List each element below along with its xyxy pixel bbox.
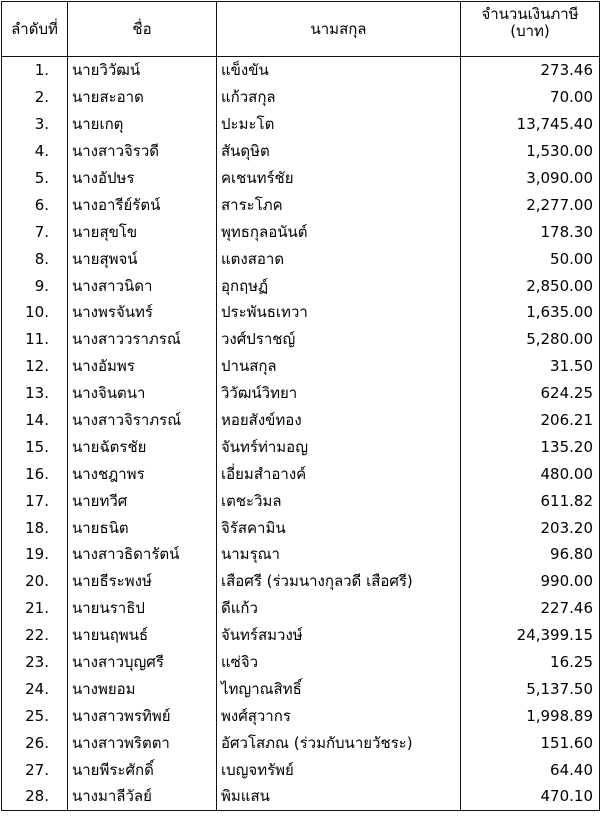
row-name: นางอัปษร: [68, 165, 217, 192]
table-row: [2, 380, 600, 407]
table-row: [2, 460, 600, 487]
row-index: 21.: [2, 595, 68, 622]
row-surname: เสือศรี (ร่วมนางกุลวดี เสือศรี): [217, 568, 461, 595]
table-row: [2, 568, 600, 595]
table-body: [2, 57, 600, 811]
table-row: [2, 675, 600, 702]
header-index: ลำดับที่: [2, 2, 68, 57]
row-index: 10.: [2, 299, 68, 326]
row-amount: 31.50: [461, 353, 600, 380]
row-name: นางพยอม: [68, 675, 217, 702]
row-amount: 13,745.40: [461, 111, 600, 138]
row-amount: 3,090.00: [461, 165, 600, 192]
row-amount: 2,277.00: [461, 191, 600, 218]
row-surname: ไทญาณสิทธิ์: [217, 675, 461, 702]
table-row: [2, 353, 600, 380]
header-surname: นามสกุล: [217, 2, 461, 57]
row-amount: 16.25: [461, 649, 600, 676]
row-amount: 50.00: [461, 245, 600, 272]
table-row: [2, 138, 600, 165]
table-row: [2, 57, 600, 84]
row-name: นางพรจันทร์: [68, 299, 217, 326]
header-amount-line2: (บาท): [510, 22, 550, 40]
table-row: [2, 326, 600, 353]
row-name: นางสาวบุญศรี: [68, 649, 217, 676]
row-surname: จันทร์ท่ามอญ: [217, 433, 461, 460]
row-name: นายธีระพงษ์: [68, 568, 217, 595]
table-row: [2, 433, 600, 460]
row-name: นายฉัตรชัย: [68, 433, 217, 460]
row-surname: พุทธกุลอนันต์: [217, 218, 461, 245]
row-index: 6.: [2, 191, 68, 218]
row-index: 16.: [2, 460, 68, 487]
table-row: [2, 245, 600, 272]
header-row: [2, 2, 600, 57]
row-index: 17.: [2, 487, 68, 514]
row-amount: 206.21: [461, 407, 600, 434]
row-surname: ปานสกุล: [217, 353, 461, 380]
row-surname: เอี่ยมสำอางค์: [217, 460, 461, 487]
row-amount: 96.80: [461, 541, 600, 568]
row-surname: ประพันธเทวา: [217, 299, 461, 326]
row-amount: 5,137.50: [461, 675, 600, 702]
row-surname: พงศ์สุวากร: [217, 702, 461, 729]
row-amount: 273.46: [461, 57, 600, 84]
row-surname: จันทร์สมวงษ์: [217, 622, 461, 649]
row-surname: พิมแสน: [217, 783, 461, 810]
row-surname: อัศวโสภณ (ร่วมกับนายวัชระ): [217, 729, 461, 756]
row-index: 22.: [2, 622, 68, 649]
row-name: นายนราธิป: [68, 595, 217, 622]
taxpayer-table: [1, 1, 600, 811]
header-name: ชื่อ: [68, 2, 217, 57]
row-name: นางสาวพริตตา: [68, 729, 217, 756]
row-name: นายทวีศ: [68, 487, 217, 514]
row-amount: 64.40: [461, 756, 600, 783]
row-surname: คเชนทร์ชัย: [217, 165, 461, 192]
row-amount: 480.00: [461, 460, 600, 487]
table-header: [2, 2, 600, 57]
row-amount: 1,635.00: [461, 299, 600, 326]
table-row: [2, 541, 600, 568]
row-name: นางสาวนิดา: [68, 272, 217, 299]
row-index: 26.: [2, 729, 68, 756]
row-surname: อุกฤษฏ์: [217, 272, 461, 299]
table-row: [2, 165, 600, 192]
row-amount: 624.25: [461, 380, 600, 407]
row-name: นางจินตนา: [68, 380, 217, 407]
row-index: 25.: [2, 702, 68, 729]
row-amount: 1,530.00: [461, 138, 600, 165]
row-amount: 227.46: [461, 595, 600, 622]
row-index: 18.: [2, 514, 68, 541]
table-row: [2, 218, 600, 245]
row-name: นางสาวพรทิพย์: [68, 702, 217, 729]
table-row: [2, 649, 600, 676]
row-name: นายธนิต: [68, 514, 217, 541]
row-index: 19.: [2, 541, 68, 568]
row-surname: เบญจทรัพย์: [217, 756, 461, 783]
row-amount: 990.00: [461, 568, 600, 595]
row-name: นายสุพจน์: [68, 245, 217, 272]
table-row: [2, 514, 600, 541]
row-surname: สันดุษิต: [217, 138, 461, 165]
row-name: นางชฎาพร: [68, 460, 217, 487]
row-index: 4.: [2, 138, 68, 165]
header-amount: [461, 2, 600, 57]
row-surname: แตงสอาด: [217, 245, 461, 272]
row-name: นางอัมพร: [68, 353, 217, 380]
row-surname: จิรัสคามิน: [217, 514, 461, 541]
header-amount-line1: จำนวนเงินภาษี: [481, 5, 579, 23]
row-name: นายสุขโข: [68, 218, 217, 245]
row-index: 9.: [2, 272, 68, 299]
table-row: [2, 111, 600, 138]
row-amount: 70.00: [461, 84, 600, 111]
row-amount: 611.82: [461, 487, 600, 514]
row-index: 1.: [2, 57, 68, 84]
row-amount: 24,399.15: [461, 622, 600, 649]
row-index: 2.: [2, 84, 68, 111]
table-row: [2, 487, 600, 514]
table-row: [2, 407, 600, 434]
row-index: 11.: [2, 326, 68, 353]
row-name: นายนฤพนธ์: [68, 622, 217, 649]
row-surname: ดีแก้ว: [217, 595, 461, 622]
row-name: นางอารีย์รัตน์: [68, 191, 217, 218]
row-amount: 151.60: [461, 729, 600, 756]
row-name: นางมาลีวัลย์: [68, 783, 217, 810]
row-index: 24.: [2, 675, 68, 702]
row-name: นายเกตุ: [68, 111, 217, 138]
row-name: นางสาวจิราภรณ์: [68, 407, 217, 434]
row-name: นางสาวธิดารัตน์: [68, 541, 217, 568]
row-index: 15.: [2, 433, 68, 460]
row-surname: วิวัฒน์วิทยา: [217, 380, 461, 407]
table-row: [2, 729, 600, 756]
table-row: [2, 191, 600, 218]
table-row: [2, 756, 600, 783]
row-surname: แซ่จิว: [217, 649, 461, 676]
row-name: นางสาวจิรวดี: [68, 138, 217, 165]
table-row: [2, 299, 600, 326]
row-index: 8.: [2, 245, 68, 272]
row-index: 13.: [2, 380, 68, 407]
row-index: 23.: [2, 649, 68, 676]
table-row: [2, 595, 600, 622]
row-index: 14.: [2, 407, 68, 434]
table-row: [2, 622, 600, 649]
table-row: [2, 272, 600, 299]
row-name: นายพีระศักดิ์: [68, 756, 217, 783]
row-surname: สาระโภค: [217, 191, 461, 218]
row-surname: แข็งขัน: [217, 57, 461, 84]
row-name: นายวิวัฒน์: [68, 57, 217, 84]
row-surname: ปะมะโต: [217, 111, 461, 138]
row-amount: 1,998.89: [461, 702, 600, 729]
row-amount: 135.20: [461, 433, 600, 460]
row-index: 3.: [2, 111, 68, 138]
row-surname: แก้วสกุล: [217, 84, 461, 111]
row-index: 12.: [2, 353, 68, 380]
row-index: 7.: [2, 218, 68, 245]
row-amount: 2,850.00: [461, 272, 600, 299]
row-index: 28.: [2, 783, 68, 810]
table-row: [2, 84, 600, 111]
table-row: [2, 702, 600, 729]
row-name: นายสะอาด: [68, 84, 217, 111]
row-name: นางสาววราภรณ์: [68, 326, 217, 353]
row-index: 5.: [2, 165, 68, 192]
row-amount: 5,280.00: [461, 326, 600, 353]
row-surname: นามรุณา: [217, 541, 461, 568]
table-row: [2, 783, 600, 810]
row-amount: 470.10: [461, 783, 600, 810]
row-index: 27.: [2, 756, 68, 783]
row-amount: 178.30: [461, 218, 600, 245]
row-surname: หอยสังข์ทอง: [217, 407, 461, 434]
row-amount: 203.20: [461, 514, 600, 541]
row-surname: เตชะวิมล: [217, 487, 461, 514]
row-index: 20.: [2, 568, 68, 595]
row-surname: วงศ์ปราชญ์: [217, 326, 461, 353]
